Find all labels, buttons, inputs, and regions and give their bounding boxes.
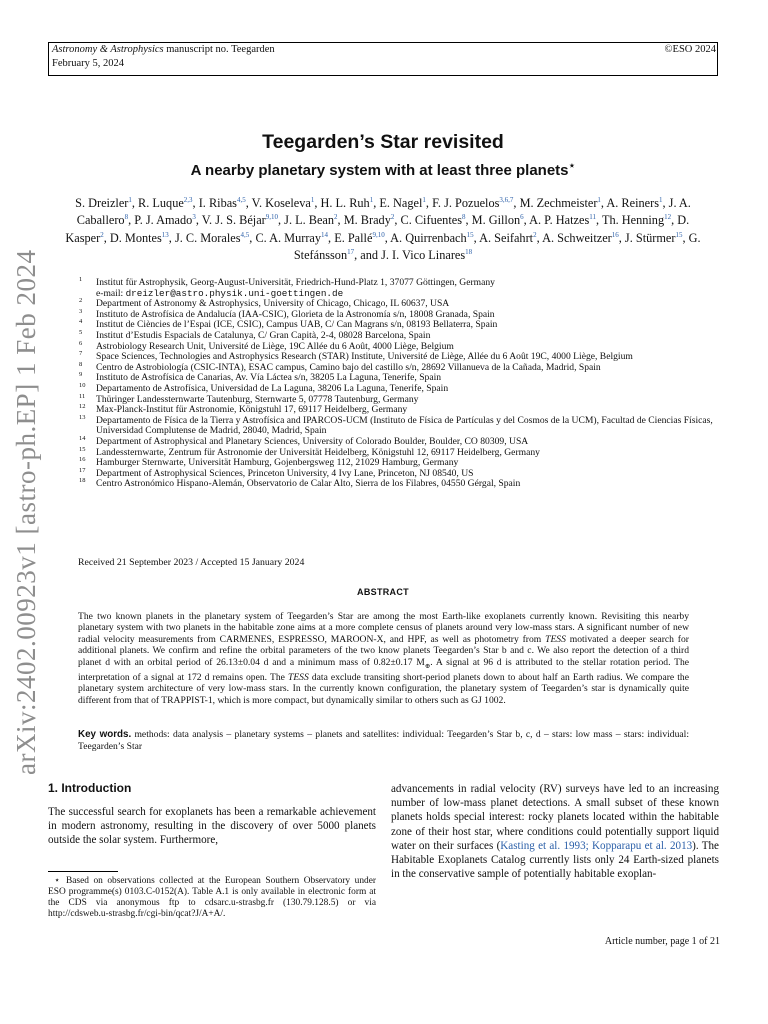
affiliation-text: Institut de Ciències de l’Espai (ICE, CSIC), Campus UAB, C/ Can Magrans s/n, 08193 Bellaterra, Spain xyxy=(96,319,498,331)
footnote-text: Based on observations collected at the European Southern Observatory under ESO programme(s) 0103.C-0152(A). Table A.1 is only available in electronic form at the CDS via anonymous ftp to cdsarc.u-strasbg.fr (130.79.128.5) or via http://cdsweb.u-strasbg.fr/cgi-bin/qcat?J/A+A/. xyxy=(48,876,376,919)
author-name: I. Ribas xyxy=(198,196,237,210)
author-name: J. I. Vico Linares xyxy=(381,248,466,263)
affiliation-text: Instituto de Astrofísica de Andalucía (IAA-CSIC), Glorieta de la Astronomía s/n, 18008 Granada, Spain xyxy=(96,308,495,320)
author xyxy=(390,231,473,245)
abstract-tess: TESS xyxy=(545,633,566,645)
author-affiliation-ref[interactable]: 4,5 xyxy=(236,195,246,204)
subtitle-text: A nearby planetary system with at least three planets xyxy=(190,162,569,179)
author xyxy=(602,213,671,227)
author-name: M. Brady xyxy=(343,213,391,228)
abstract-part: . A signal at 96 d is attributed to the stellar rotation period. The interpretation of a signal at 172 d remains open. The xyxy=(78,656,689,683)
page-number: Article number, page 1 of 21 xyxy=(604,936,720,947)
abstract-heading: ABSTRACT xyxy=(357,587,409,597)
intro-left-column: The successful search for exoplanets has been a remarkable achievement in modern astronomy, resulting in the discovery of over 5000 planets outside the solar system. Furthermore, xyxy=(48,806,376,847)
section-heading-introduction: 1. Introduction xyxy=(48,781,132,795)
received-line: Received 21 September 2023 / Accepted 15 January 2024 xyxy=(78,557,305,568)
affiliation-text: Department of Astrophysical Sciences, Princeton University, 4 Ivy Lane, Princeton, NJ 08540, US xyxy=(96,467,474,479)
affiliation-text: Institut d’Estudis Espacials de Catalunya, C/ Gran Capità, 2-4, 08028 Barcelona, Spain xyxy=(96,329,431,341)
author-affiliation-ref[interactable]: 4,5 xyxy=(240,230,250,239)
author xyxy=(344,213,395,227)
intro-right-column xyxy=(391,782,719,881)
author-name: P. J. Amado xyxy=(134,213,193,228)
affiliation-number: 9 xyxy=(79,371,83,379)
affiliation-text: Institut für Astrophysik, Georg-August-Universität, Friedrich-Hund-Platz 1, 37077 Göttingen, Germany xyxy=(96,277,495,288)
author-affiliation-ref[interactable]: 3 xyxy=(192,213,196,222)
author-name: Th. Henning xyxy=(601,213,665,228)
affiliation-text: Centro de Astrobiología (CSIC-INTA), ESAC campus, Camino bajo del castillo s/n, 28692 Villanueva de la Cañada, Madrid, Spain xyxy=(96,361,601,373)
email-label: e-mail: xyxy=(96,287,126,299)
footnote xyxy=(48,876,376,920)
author xyxy=(625,231,683,245)
affiliation xyxy=(78,278,720,299)
author xyxy=(321,196,374,210)
paper-title: Teegarden’s Star revisited xyxy=(262,131,504,153)
author xyxy=(134,213,196,227)
author-name: S. Dreizler xyxy=(75,196,129,210)
affiliation-text: Department of Astronomy & Astrophysics, University of Chicago, Chicago, IL 60637, USA xyxy=(96,298,450,310)
affiliation-number: 13 xyxy=(79,413,86,421)
affiliation-text: Centro Astronómico Hispano-Alemán, Observatorio de Calar Alto, Sierra de los Filabres, 04550 Gérgal, Spain xyxy=(96,478,521,490)
affiliation-number: 2 xyxy=(79,297,83,305)
subtitle-footnote-mark[interactable]: ⋆ xyxy=(568,160,576,172)
author-name: D. Kasper xyxy=(65,213,690,245)
author xyxy=(542,231,619,245)
earth-mass-symbol: ⊕ xyxy=(424,662,431,670)
affiliation-text: Instituto de Astrofísica de Canarias, Av. Vía Láctea s/n, 38205 La Laguna, Tenerife, Spain xyxy=(96,372,442,384)
affiliation-text: Landessternwarte, Zentrum für Astronomie der Universität Heidelberg, Königstuhl 12, 69117 Heidelberg, Germany xyxy=(96,446,540,458)
author-affiliation-ref[interactable]: 2 xyxy=(390,213,395,222)
author-affiliation-ref[interactable]: 8 xyxy=(461,213,466,222)
author-affiliation-ref[interactable]: 1 xyxy=(422,195,426,204)
author-name: J. A. Caballero xyxy=(76,196,691,228)
affiliation-text: Hamburger Sternwarte, Universität Hamburg, Gojenbergsweg 112, 21029 Hamburg, Germany xyxy=(96,457,459,469)
author-affiliation-ref[interactable]: 18 xyxy=(465,248,473,257)
affiliation-text: Astrobiology Research Unit, Université de Liège, 19C Allée du 6 Août, 4000 Liège, Belgium xyxy=(96,340,454,352)
author-affiliation-ref[interactable]: 16 xyxy=(611,230,619,239)
author-name: F. J. Pozuelos xyxy=(432,196,500,210)
affiliation-number: 14 xyxy=(79,434,86,442)
affiliation-number: 16 xyxy=(79,456,86,464)
author xyxy=(529,213,596,227)
author-affiliation-ref[interactable]: 6 xyxy=(520,213,524,222)
author-name: A. Schweitzer xyxy=(542,230,612,245)
author xyxy=(379,196,426,210)
author-affiliation-ref[interactable]: 15 xyxy=(675,230,683,239)
author-affiliation-ref[interactable]: 11 xyxy=(589,213,596,222)
affiliation-number: 12 xyxy=(79,403,86,411)
intro-text: ). The Habitable Exoplanets Catalog currently lists only 24 Earth-sized planets in the conservative sample of potentially habitable exoplan- xyxy=(391,839,719,881)
author xyxy=(255,231,328,245)
affiliation-text: Space Sciences, Technologies and Astrophysics Research (STAR) Institute, Université de Liège, Allée du 6 Août 19C, 4000 Liège, Belgium xyxy=(96,351,633,363)
author xyxy=(138,196,193,210)
author-name: A. Quirrenbach xyxy=(390,230,467,245)
author-name: R. Luque xyxy=(138,196,184,210)
author-affiliation-ref[interactable]: 1 xyxy=(128,195,132,204)
header-date: February 5, 2024 xyxy=(52,58,125,69)
affiliation-number: 17 xyxy=(79,466,86,474)
author xyxy=(479,231,536,245)
author xyxy=(284,213,337,227)
affiliation-number: 8 xyxy=(79,360,83,368)
author-name: A. P. Hatzes xyxy=(529,213,590,228)
abstract-part: motivated a deeper search for additional planets. We confirm and refine the orbital parameters of the two know planets Teegarden’s Star b and c. We also report the detection of a third planet d with an orbital period of 26.13±0.04 d and a minimum mass of 0.82±0.17 M xyxy=(78,633,689,668)
author-affiliation-ref[interactable]: 2 xyxy=(100,230,104,239)
author-name: J. C. Morales xyxy=(174,230,241,245)
affiliation-number: 18 xyxy=(79,477,86,485)
paper-subtitle xyxy=(48,162,718,179)
affiliation-text: Department of Astrophysical and Planetary Sciences, University of Colorado Boulder, Boulder, CO 80309, USA xyxy=(96,435,529,447)
author-affiliation-ref[interactable]: 1 xyxy=(369,195,374,204)
author xyxy=(202,213,278,227)
author-affiliation-ref[interactable]: 15 xyxy=(466,230,474,239)
keywords xyxy=(78,729,689,752)
author xyxy=(334,231,385,245)
affiliation-number: 3 xyxy=(79,307,83,315)
author xyxy=(606,196,662,210)
author-name: M. Zechmeister xyxy=(519,196,598,210)
affiliation-text: Max-Planck-Institut für Astronomie, Königstuhl 17, 69117 Heidelberg, Germany xyxy=(96,404,408,416)
author-name: C. Cifuentes xyxy=(400,213,462,228)
author xyxy=(472,213,524,227)
author xyxy=(110,231,169,245)
affiliation-number: 5 xyxy=(79,328,83,336)
affiliation-number: 7 xyxy=(79,350,83,358)
author xyxy=(401,213,466,227)
author-name: D. Montes xyxy=(109,230,162,245)
affiliation-list xyxy=(78,278,720,490)
author-affiliation-ref[interactable]: 14 xyxy=(321,230,329,239)
abstract-text xyxy=(78,611,689,706)
keywords-text: methods: data analysis – planetary systems – planets and satellites: individual: Teegarden’s Star b, c, d – stars: low mass – stars: individual: Teegarden’s Star xyxy=(78,729,689,752)
author-name: H. L. Ruh xyxy=(320,196,370,210)
author-affiliation-ref[interactable]: 2 xyxy=(334,213,338,222)
author-name: E. Pallé xyxy=(334,230,373,245)
author-affiliation-ref[interactable]: 1 xyxy=(597,195,601,204)
author-affiliation-ref[interactable]: 2,3 xyxy=(183,195,193,204)
affiliation-number: 1 xyxy=(79,276,83,283)
arxiv-stamp[interactable]: arXiv:2402.00923v1 [astro-ph.EP] 1 Feb 2024 xyxy=(11,249,41,775)
intro-text: advancements in radial velocity (RV) surveys have led to an increasing number of low-mass planet detections. A small subset of these known planets holds special interest: rocky planets located within the habitable zone of their host star, where conditions could potentially support liquid water on their surfaces ( xyxy=(391,783,719,852)
author-name: M. Gillon xyxy=(471,213,521,228)
author xyxy=(381,248,472,262)
affiliation-text: Thüringer Landessternwarte Tautenburg, Sternwarte 5, 07778 Tautenburg, Germany xyxy=(96,393,419,405)
author-affiliation-ref[interactable]: 12 xyxy=(664,213,672,222)
affiliation-number: 6 xyxy=(79,339,83,347)
affiliation-text: Departamento de Astrofísica, Universidad de La Laguna, 38206 La Laguna, Tenerife, Spain xyxy=(96,382,449,394)
author-affiliation-ref[interactable]: 9,10 xyxy=(265,213,279,222)
affiliation xyxy=(78,479,720,490)
abstract-tess: TESS xyxy=(287,671,309,683)
affiliation-number: 10 xyxy=(79,381,86,389)
citation-link[interactable]: Kasting et al. 1993; Kopparapu et al. 2013 xyxy=(500,839,693,852)
author-name: E. Nagel xyxy=(379,196,423,210)
author-name: A. Seifahrt xyxy=(479,230,534,245)
author-name: C. A. Murray xyxy=(255,230,322,245)
author-affiliation-ref[interactable]: 1 xyxy=(310,195,315,204)
author-name: V. J. S. Béjar xyxy=(201,213,266,228)
affiliation-number: 4 xyxy=(79,318,83,326)
author-affiliation-ref[interactable]: 2 xyxy=(533,230,537,239)
footnote-rule xyxy=(48,871,118,872)
journal-name: Astronomy & Astrophysics xyxy=(52,44,164,55)
affiliation-number: 11 xyxy=(79,392,86,400)
author-affiliation-ref[interactable]: 8 xyxy=(124,213,129,222)
affiliation-text: Departamento de Física de la Tierra y Astrofísica and IPARCOS-UCM (Instituto de Física de Partículas y del Cosmos de la UCM), Facultad de Ciencias Físicas, Universidad Complutense de Madrid, 28040, Madrid, Spain xyxy=(96,414,713,437)
author-affiliation-ref[interactable]: 9,10 xyxy=(372,230,385,239)
author xyxy=(175,231,249,245)
author-affiliation-ref[interactable]: 3,6,7 xyxy=(499,195,514,204)
author-list: S. Dreizler$^1$, R. Luque$^{2,3}$, I. Ribas$^{4,5}$, V. Koseleva$^1$, H. L. Ruh$^1$, E. Nagel$^1$, F. J. Pozuelos$^{3,6,7}$, M. Zechmeister$^1$, A. Reiners$^1$, J. A. Caballero$^8$, P. J. Amado$^3$, V. J. S. Béjar$^{9,10}$, J. L. Bean$^2$, M. Brady$^2$, C. Cifuentes$^8$, M. Gillon$^6$, A. P. Hatzes$^{11}$, Th. Henning$^{12}$, D. Kasper$^2$, D. Montes$^{13}$, J. C. Morales$^{4,5}$, C. A. Murray$^{14}$, E. Pallé$^{9,10}$, A. Quirrenbach$^{15}$, A. Seifahrt$^2$, A. Schweitzer$^{16}$, J. Stürmer$^{15}$, G. Stefánsson$^{17}$, and J. I. Vico Linares$^{18}$ xyxy=(65,195,701,263)
manuscript-label: manuscript no. Teegarden xyxy=(163,44,275,55)
author-name: G. Stefánsson xyxy=(293,230,701,263)
author-name: J. L. Bean xyxy=(284,213,335,228)
footnote-mark: ⋆ xyxy=(54,876,60,886)
author-name: V. Koseleva xyxy=(251,196,311,210)
abstract-part: data exclude transiting short-period planets down to about half an Earth radius. We compare the planetary system architecture of very low-mass stars. In the currently known configuration, the planetary system of Teegarden’s star is dynamically quite different from that of TRAPPIST-1, which is more compact, but dynamically similar to others such as GJ 1002. xyxy=(78,671,689,706)
abstract-part: The two known planets in the planetary system of Teegarden’s Star are among the most Earth-like exoplanets currently known. Revisiting this nearby planetary system with two planets in the habitable zone aims at a more complete census of planets around very low-mass stars. A significant number of new radial velocity measurements from CARMENES, ESPRESSO, MAROON-X, and HPF, as well as photometry from xyxy=(78,611,689,645)
author xyxy=(252,196,315,210)
author xyxy=(199,196,246,210)
author-affiliation-ref[interactable]: 1 xyxy=(659,195,663,204)
copyright: ©ESO 2024 xyxy=(664,44,716,55)
author-name: J. Stürmer xyxy=(624,230,676,245)
author-name: A. Reiners xyxy=(606,196,659,210)
affiliation xyxy=(78,413,720,437)
email-address[interactable]: dreizler@astro.physik.uni-goettingen.de xyxy=(125,287,344,299)
author xyxy=(75,196,132,210)
author-affiliation-ref[interactable]: 17 xyxy=(347,248,355,257)
author xyxy=(520,196,601,210)
journal-line xyxy=(52,44,275,55)
author-affiliation-ref[interactable]: 13 xyxy=(161,230,169,239)
keywords-label: Key words. xyxy=(78,729,132,740)
affiliation-number: 15 xyxy=(79,445,86,453)
author xyxy=(432,196,513,210)
